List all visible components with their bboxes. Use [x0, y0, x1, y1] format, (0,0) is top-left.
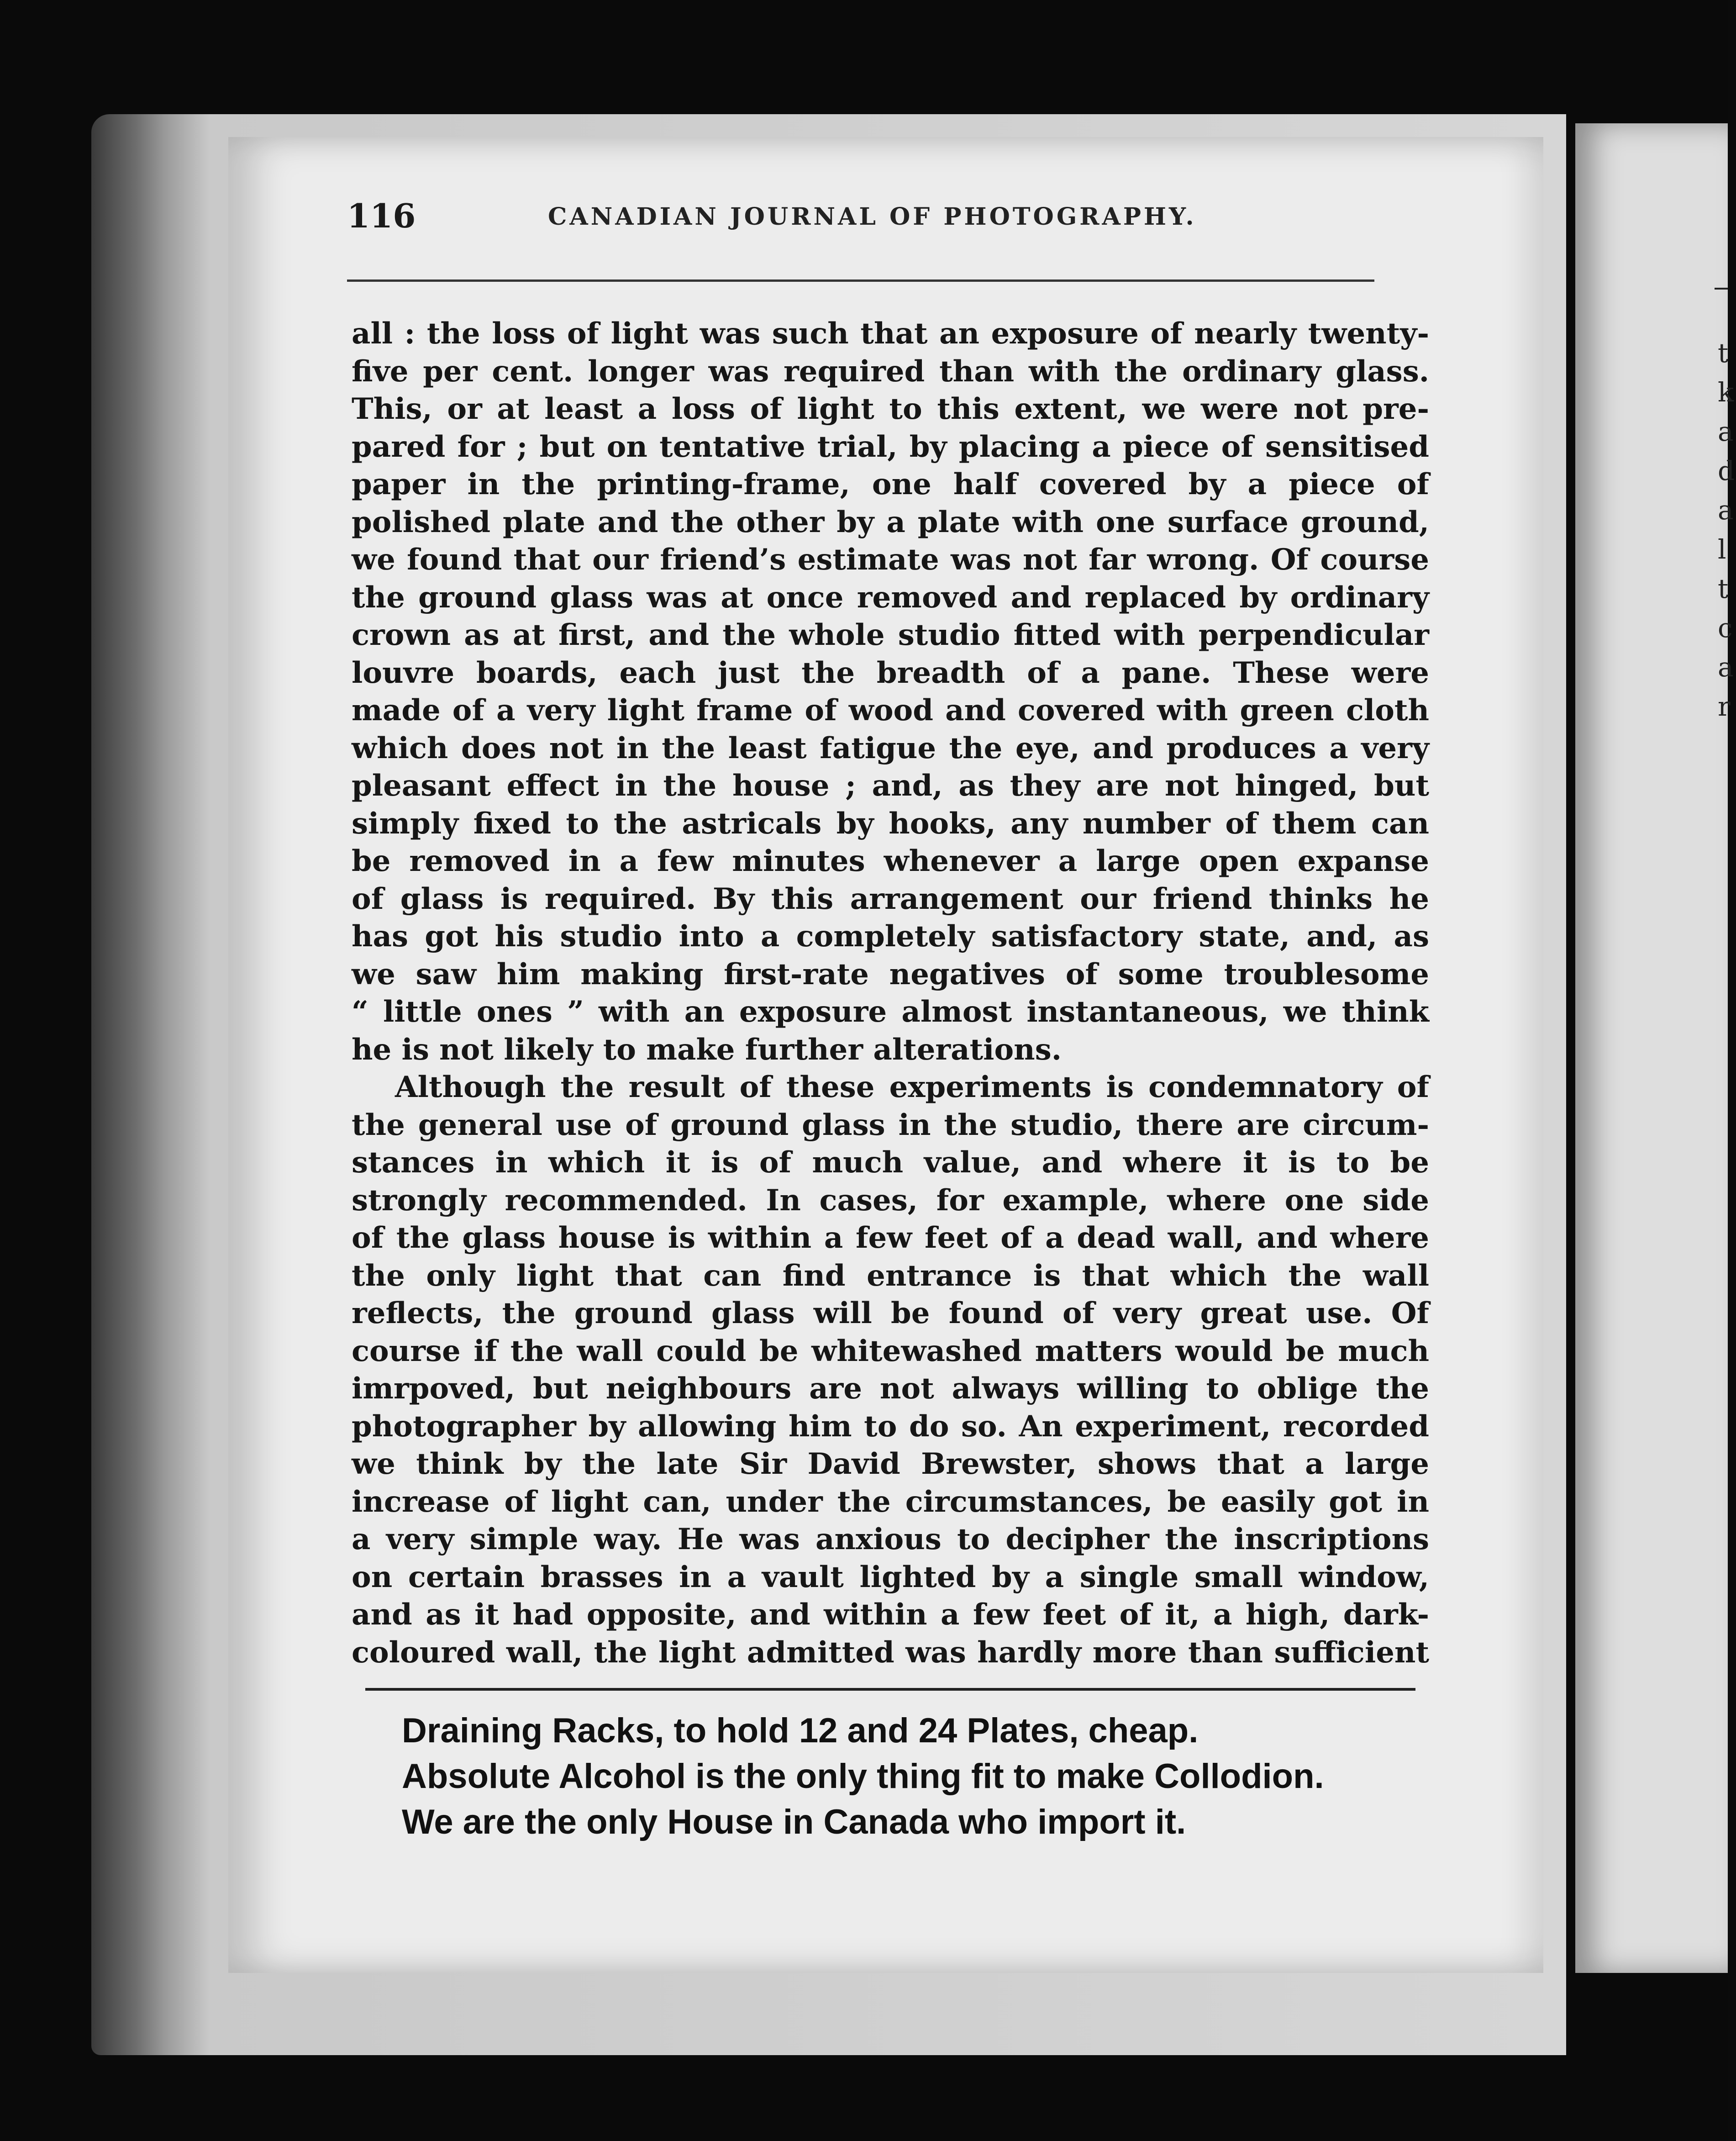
- text-line: simply fixed to the astricals by hooks, any number of them can: [352, 806, 1429, 841]
- text-line: paper in the printing-frame, one half covered by a piece of: [352, 467, 1429, 501]
- advertisement-rule: [365, 1688, 1415, 1691]
- text-line: coloured wall, the light admitted was hardly more than sufficient: [352, 1635, 1429, 1670]
- text-line: on certain brasses in a vault lighted by a single small window,: [352, 1560, 1429, 1594]
- text-line: stances in which it is of much value, and where it is to be: [352, 1145, 1429, 1180]
- text-line: crown as at first, and the whole studio fitted with perpendicular: [352, 618, 1429, 652]
- text-line: course if the wall could be whitewashed matters would be much: [352, 1334, 1429, 1368]
- text-line: all : the loss of light was such that an exposure of nearly twenty-: [352, 316, 1429, 351]
- header-rule: [347, 279, 1374, 282]
- text-line: louvre boards, each just the breadth of a pane. These were: [352, 655, 1429, 690]
- page-number: 116: [347, 196, 416, 235]
- text-line: we think by the late Sir David Brewster, shows that a large: [352, 1447, 1429, 1481]
- advertisement-line: We are the only House in Canada who import it.: [402, 1803, 1186, 1841]
- article-body: [352, 315, 1429, 1672]
- facing-page-text: t k a d a l t c a r: [1718, 337, 1735, 722]
- text-line: increase of light can, under the circumstances, be easily got in: [352, 1484, 1429, 1519]
- paragraph-1: [352, 315, 1429, 1069]
- text-line: we found that our friend’s estimate was not far wrong. Of course: [352, 543, 1429, 577]
- text-line: he is not likely to make further alterations.: [352, 1032, 1062, 1067]
- advertisement-line: Absolute Alcohol is the only thing fit to make Collodion.: [402, 1757, 1324, 1796]
- text-line: photographer by allowing him to do so. An experiment, recorded: [352, 1409, 1429, 1444]
- text-line: Although the result of these experiments is condemnatory of: [395, 1070, 1429, 1104]
- text-line: which does not in the least fatigue the eye, and produces a very: [352, 731, 1429, 765]
- text-line: the general use of ground glass in the studio, there are circum-: [352, 1107, 1429, 1142]
- text-line: “ little ones ” with an exposure almost instantaneous, we think: [352, 995, 1429, 1029]
- text-line: of the glass house is within a few feet of a dead wall, and where: [352, 1221, 1429, 1255]
- text-line: we saw him making first-rate negatives of some troublesome: [352, 957, 1429, 991]
- text-line: and as it had opposite, and within a few feet of it, a high, dark-: [352, 1598, 1429, 1632]
- text-line: pleasant effect in the house ; and, as they are not hinged, but: [352, 769, 1429, 803]
- paragraph-2: [352, 1069, 1429, 1672]
- text-line: polished plate and the other by a plate with one surface ground,: [352, 505, 1429, 539]
- facing-page-rule: [1715, 288, 1728, 290]
- text-line: the ground glass was at once removed and replaced by ordinary: [352, 580, 1429, 615]
- text-line: a very simple way. He was anxious to decipher the inscriptions: [352, 1522, 1429, 1556]
- text-line: made of a very light frame of wood and covered with green cloth: [352, 693, 1429, 728]
- running-head: CANADIAN JOURNAL OF PHOTOGRAPHY.: [548, 203, 1197, 231]
- facing-page: [1575, 123, 1728, 1973]
- page-header: [347, 196, 1406, 242]
- text-line: imrpoved, but neighbours are not always willing to oblige the: [352, 1371, 1429, 1406]
- text-line: of glass is required. By this arrangement our friend thinks he: [352, 881, 1429, 916]
- text-line: has got his studio into a completely satisfactory state, and, as: [352, 919, 1429, 954]
- text-line: be removed in a few minutes whenever a large open expanse: [352, 844, 1429, 878]
- text-line: This, or at least a loss of light to this extent, we were not pre-: [352, 392, 1429, 426]
- text-line: strongly recommended. In cases, for example, where one side: [352, 1183, 1429, 1218]
- text-line: five per cent. longer was required than with the ordinary glass.: [352, 354, 1429, 389]
- text-line: reflects, the ground glass will be found of very great use. Of: [352, 1296, 1429, 1330]
- advertisement: [402, 1708, 1452, 1845]
- text-line: pared for ; but on tentative trial, by placing a piece of sensitised: [352, 429, 1429, 464]
- text-line: the only light that can find entrance is that which the wall: [352, 1258, 1429, 1293]
- advertisement-line: Draining Racks, to hold 12 and 24 Plates, cheap.: [402, 1711, 1199, 1750]
